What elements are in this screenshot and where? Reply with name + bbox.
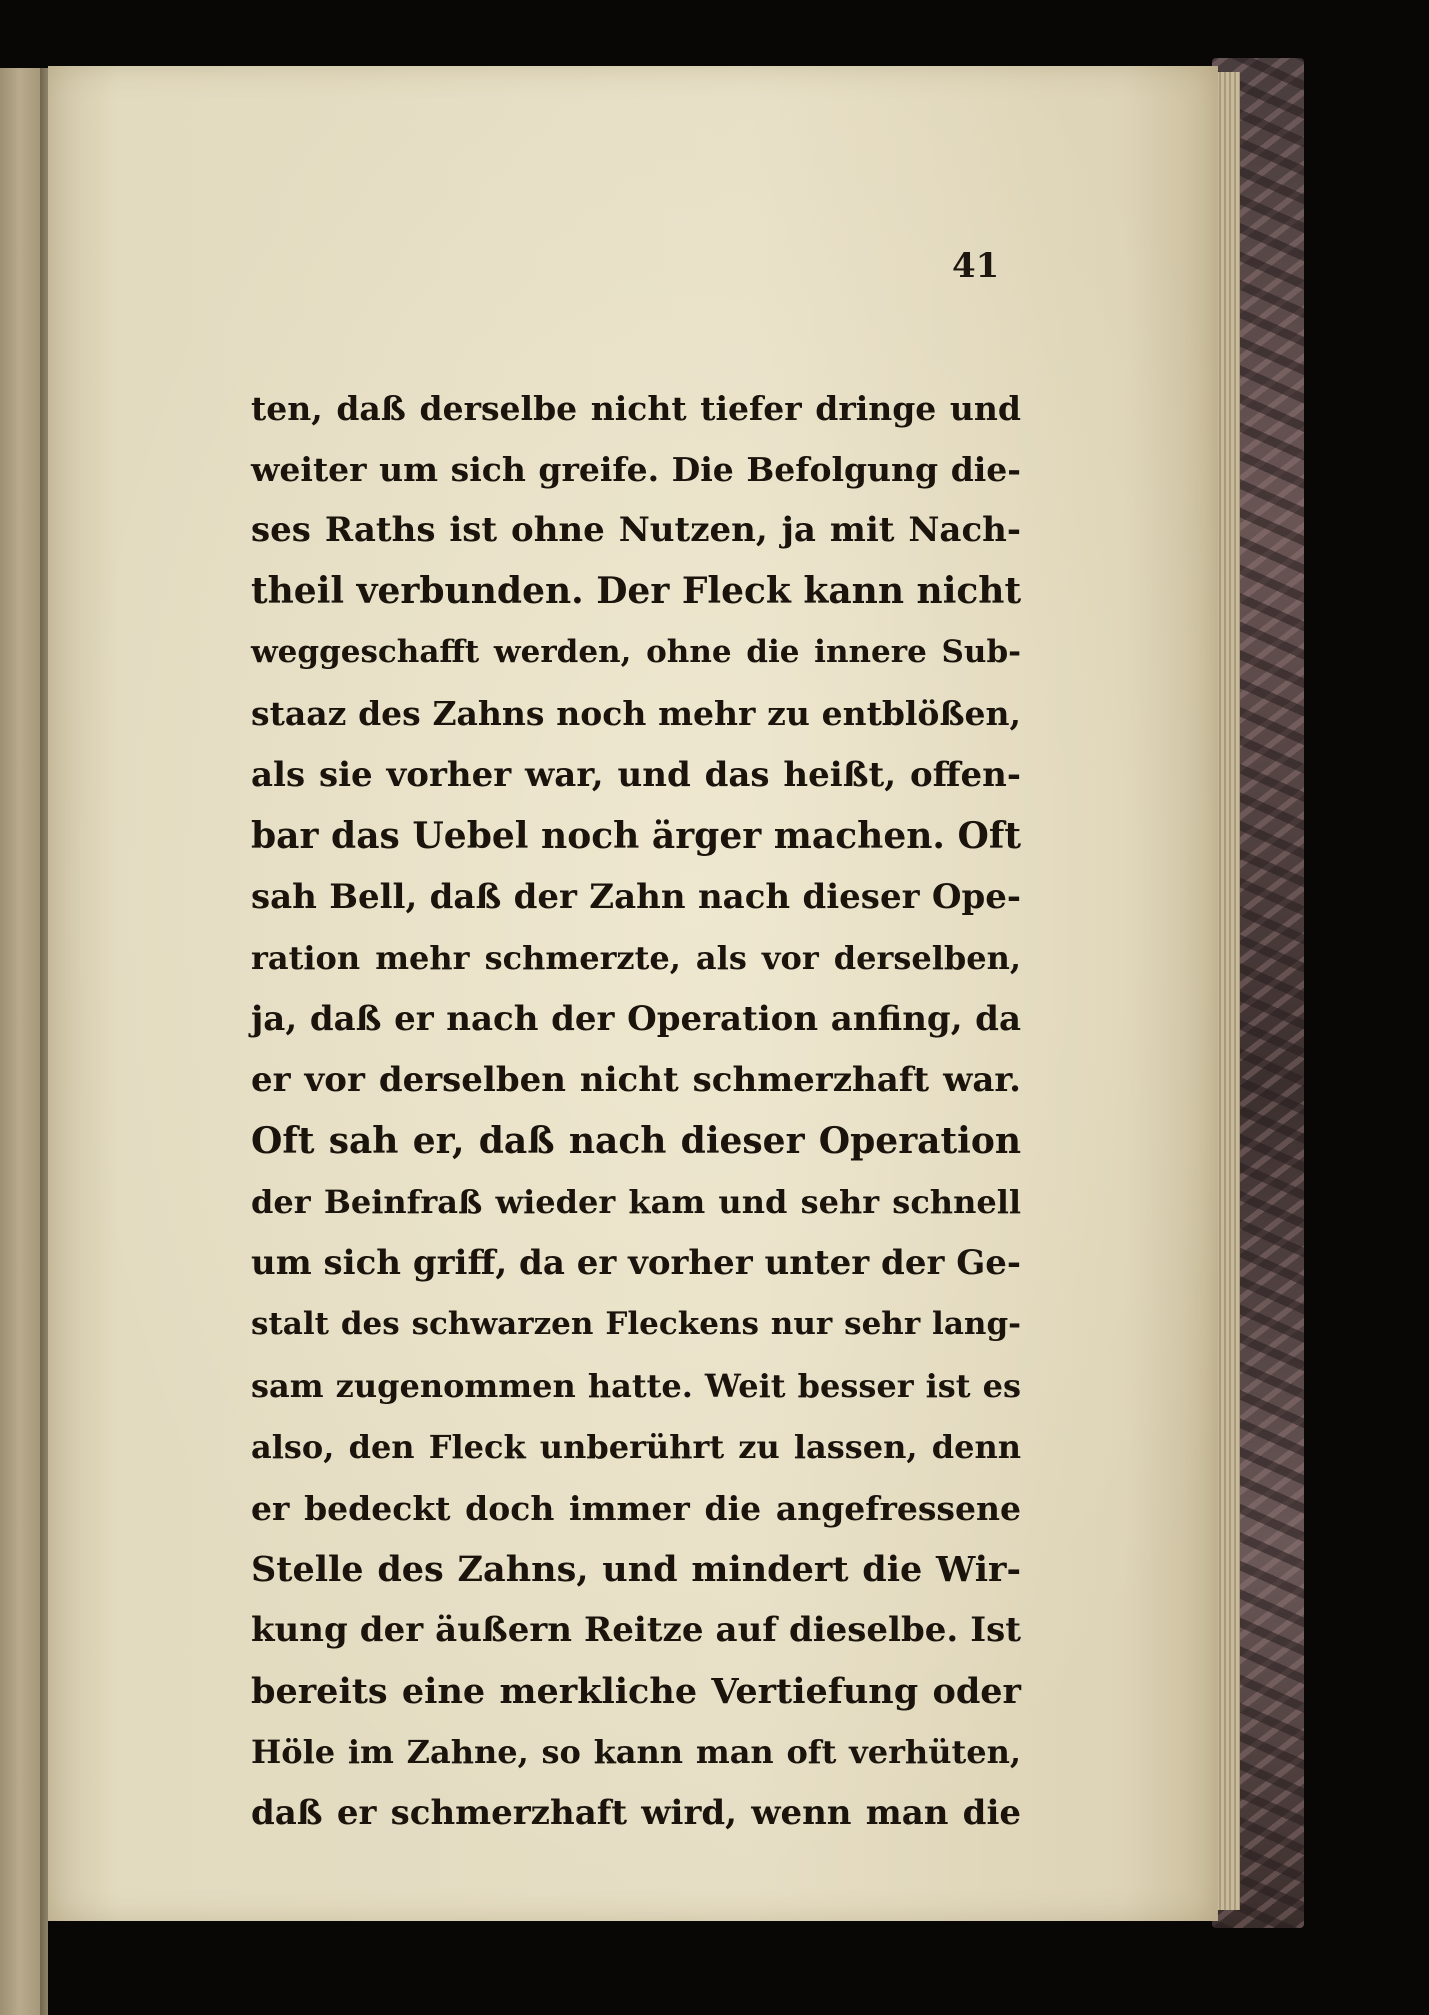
book-gutter (40, 68, 48, 2015)
text-line: Stelle des Zahns, und mindert die Wir- (251, 1548, 1021, 1590)
text-line: um sich griff, da er vorher unter der Ge- (251, 1243, 1021, 1284)
text-line: der Beinfraß wieder kam und sehr schnell (251, 1183, 1021, 1222)
text-line: er bedeckt doch immer die angefressene (251, 1488, 1021, 1528)
text-line: ses Raths ist ohne Nutzen, ja mit Nach- (251, 510, 1021, 551)
book-page (48, 66, 1218, 1921)
text-line: stalt des schwarzen Fleckens nur sehr lang- (251, 1306, 1021, 1343)
facing-page-edge (0, 68, 44, 2015)
text-line: weiter um sich greife. Die Befolgung die- (251, 450, 1021, 490)
text-line: ration mehr schmerzte, als vor derselben, (251, 938, 1021, 977)
text-line: Oft sah er, daß nach dieser Operation (251, 1120, 1021, 1163)
text-line: kung der äußern Reitze auf dieselbe. Ist (251, 1609, 1021, 1650)
page-number: 41 (952, 246, 1000, 286)
text-line: ten, daß derselbe nicht tiefer dringe und (251, 389, 1021, 428)
text-line: als sie vorher war, und das heißt, offen- (251, 754, 1021, 795)
text-line: er vor derselben nicht schmerzhaft war. (251, 1060, 1021, 1101)
text-line: weggeschafft werden, ohne die innere Sub- (251, 634, 1021, 671)
text-line: bar das Uebel noch ärger machen. Oft (251, 814, 1021, 857)
text-line: ja, daß er nach der Operation anfing, da (251, 998, 1021, 1039)
page-text (251, 378, 1021, 1844)
text-line: sam zugenommen hatte. Weit besser ist es (251, 1366, 1021, 1405)
text-line: daß er schmerzhaft wird, wenn man die (251, 1793, 1021, 1834)
text-line: theil verbunden. Der Fleck kann nicht (251, 570, 1022, 613)
text-line: staaz des Zahns noch mehr zu entblößen, (251, 694, 1021, 734)
text-line: sah Bell, daß der Zahn nach dieser Ope- (251, 876, 1021, 917)
text-line: also, den Fleck unberührt zu lassen, denn (251, 1427, 1021, 1466)
text-line: Höle im Zahne, so kann man oft verhüten, (251, 1733, 1021, 1772)
text-line: bereits eine merkliche Vertiefung oder (251, 1670, 1021, 1712)
